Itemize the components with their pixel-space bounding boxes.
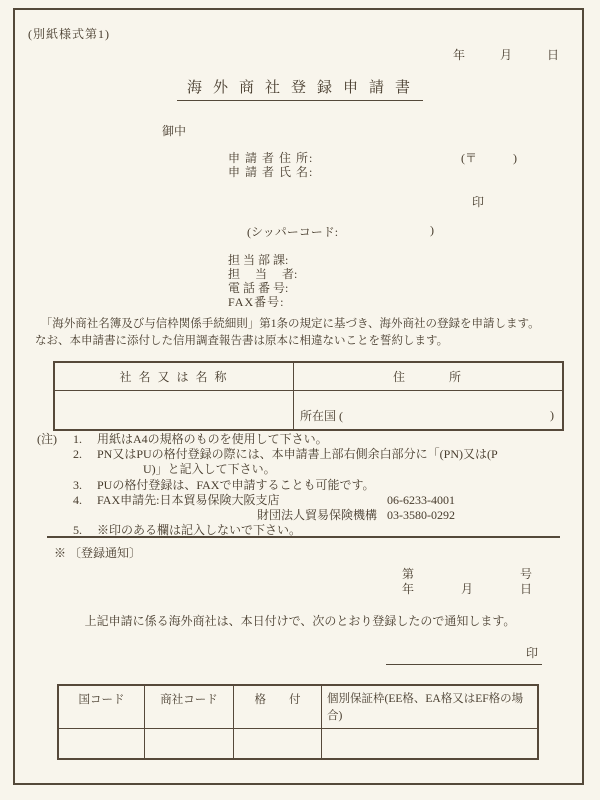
shipper-code-field [247, 223, 434, 240]
company-code-cell [145, 729, 234, 758]
authority-seal-line [386, 644, 542, 665]
declaration-paragraph [35, 316, 575, 349]
year-label: 年 [402, 582, 415, 596]
company-code-header: 商社コード [145, 686, 234, 728]
note-item-4 [37, 493, 577, 508]
note-number: 3. [73, 477, 82, 492]
result-table-header-row [59, 686, 537, 729]
postal-code-field: (〒 ) [461, 151, 517, 165]
note-number: 2. [73, 447, 82, 462]
note-number: 1. [73, 432, 82, 446]
country-label: 所在国 ( [300, 408, 343, 423]
applicant-name-label: 申 請 者 氏 名: [228, 165, 314, 179]
registration-result-table [57, 684, 539, 760]
registration-notice-marker: ※ 〔登録通知〕 [54, 546, 142, 560]
document-title: 海外商社登録申請書 [177, 76, 423, 101]
guarantee-limit-cell [322, 729, 537, 758]
note-number: 4. [73, 492, 82, 507]
person-in-charge-label: 担 当 者: [228, 267, 298, 281]
fax-number-tokyo: 03-3580-0292 [387, 508, 455, 523]
country-code-cell [59, 729, 145, 758]
day-label: 日 [519, 582, 532, 596]
rating-cell [234, 729, 322, 758]
month-label: 月 [499, 48, 512, 62]
company-table [53, 361, 564, 431]
shipper-code-close-paren: ) [430, 223, 434, 237]
day-label: 日 [546, 48, 559, 62]
attention-label: 御中 [162, 124, 187, 138]
company-table-header-row [55, 363, 562, 391]
note-text: U)」と記入して下さい。 [143, 462, 276, 477]
fax-destination-tokyo: 財団法人貿易保険機構 [256, 508, 377, 523]
notes-label: (注) [37, 432, 57, 446]
document-title-wrap [0, 76, 600, 101]
applicant-seal-mark: 印 [472, 195, 485, 209]
company-address-header: 住 所 [392, 370, 463, 384]
note-number: 5. [73, 523, 82, 538]
number-suffix-label: 号 [519, 567, 532, 581]
section-divider-line [47, 536, 560, 538]
applicant-address-label: 申 請 者 住 所: [228, 151, 314, 165]
month-label: 月 [460, 582, 473, 596]
rating-header: 格 付 [234, 686, 322, 728]
form-style-label: (別紙様式第1) [28, 27, 110, 41]
result-table-body-row [59, 729, 537, 758]
declaration-line-2: なお、本申請書に添付した信用調査報告書は原本に相違ないことを誓約します。 [35, 334, 449, 347]
year-label: 年 [453, 48, 466, 62]
note-item-4-continued [37, 508, 577, 523]
phone-number-label: 電 話 番 号: [228, 281, 289, 295]
shipper-code-label: (シッパーコード: [247, 225, 339, 239]
note-text: 用紙はA4の規格のものを使用して下さい。 [97, 432, 328, 446]
note-item-2 [37, 447, 577, 462]
fax-destination-osaka: FAX申請先:日本貿易保険大阪支店 [97, 492, 280, 507]
company-table-body-row [55, 391, 562, 429]
company-name-header: 社 名 又 は 名 称 [55, 363, 294, 390]
guarantee-limit-header: 個別保証枠(EE格、EA格又はEF格の場合) [327, 693, 524, 722]
notice-sentence: 上記申請に係る海外商社は、本日付けで、次のとおり登録したので通知します。 [84, 614, 516, 628]
authority-seal-mark: 印 [525, 646, 538, 660]
note-item-3 [37, 478, 577, 493]
note-item-2-continued [37, 462, 577, 477]
declaration-line-1: 「海外商社名簿及び与信枠関係手続細則」第1条の規定に基づき、海外商社の登録を申請します。 [35, 318, 540, 330]
country-close-paren: ) [550, 407, 554, 422]
notes-section [37, 432, 577, 538]
note-text: ※印のある欄は記入しないで下さい。 [97, 523, 302, 538]
number-prefix-label: 第 [402, 567, 415, 581]
company-address-cell [294, 391, 562, 429]
country-code-header: 国コード [59, 686, 145, 728]
note-text: PUの格付登録は、FAXで申請することも可能です。 [97, 477, 375, 492]
department-label: 担 当 部 課: [228, 253, 289, 267]
application-date-line [453, 46, 559, 63]
note-item-1 [37, 432, 577, 447]
fax-number-label: FAX番号: [228, 295, 285, 309]
company-name-cell [55, 391, 294, 429]
fax-number-osaka: 06-6233-4001 [387, 492, 455, 507]
note-text: PN又はPUの格付登録の際には、本申請書上部右側余白部分に「(PN)又は(P [97, 447, 498, 462]
notice-date-line [402, 580, 532, 597]
